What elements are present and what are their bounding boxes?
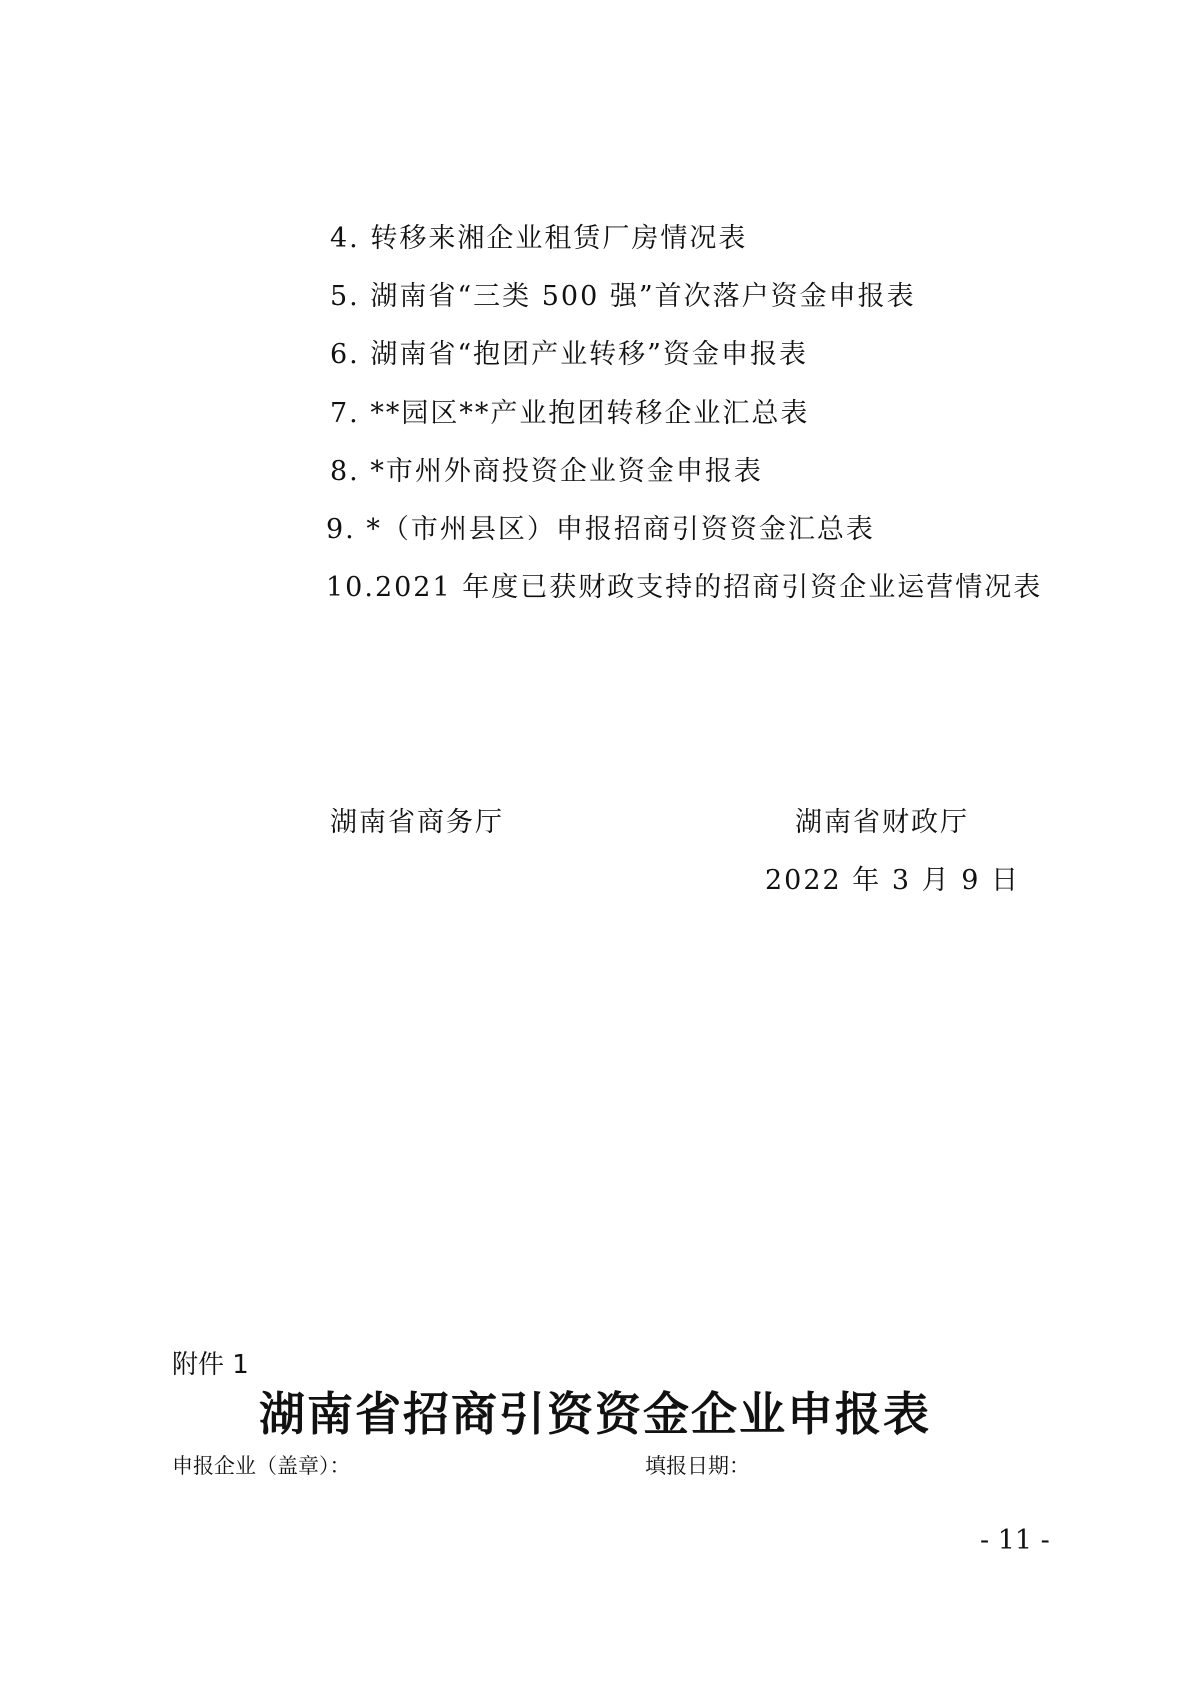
list-item: 9. *（市州县区）申报招商引资资金汇总表 bbox=[326, 514, 875, 545]
attachment-label: 附件 1 bbox=[172, 1350, 249, 1380]
signature-commerce-dept: 湖南省商务厅 bbox=[330, 807, 504, 838]
signature-finance-dept: 湖南省财政厅 bbox=[795, 807, 969, 838]
fill-date-field-label: 填报日期： bbox=[645, 1454, 750, 1478]
list-item: 4. 转移来湘企业租赁厂房情况表 bbox=[330, 223, 748, 254]
applicant-field-label: 申报企业（盖章）： bbox=[172, 1454, 351, 1478]
list-item: 8. *市州外商投资企业资金申报表 bbox=[330, 456, 763, 487]
page-number: - 11 - bbox=[980, 1525, 1050, 1556]
list-item: 7. **园区**产业抱团转移企业汇总表 bbox=[330, 398, 810, 429]
document-date: 2022 年 3 月 9 日 bbox=[765, 865, 1020, 896]
form-title: 湖南省招商引资资金企业申报表 bbox=[259, 1387, 931, 1441]
list-item: 6. 湖南省“抱团产业转移”资金申报表 bbox=[330, 339, 808, 370]
list-item: 5. 湖南省“三类 500 强”首次落户资金申报表 bbox=[330, 281, 916, 312]
list-item: 10.2021 年度已获财政支持的招商引资企业运营情况表 bbox=[326, 572, 1043, 603]
